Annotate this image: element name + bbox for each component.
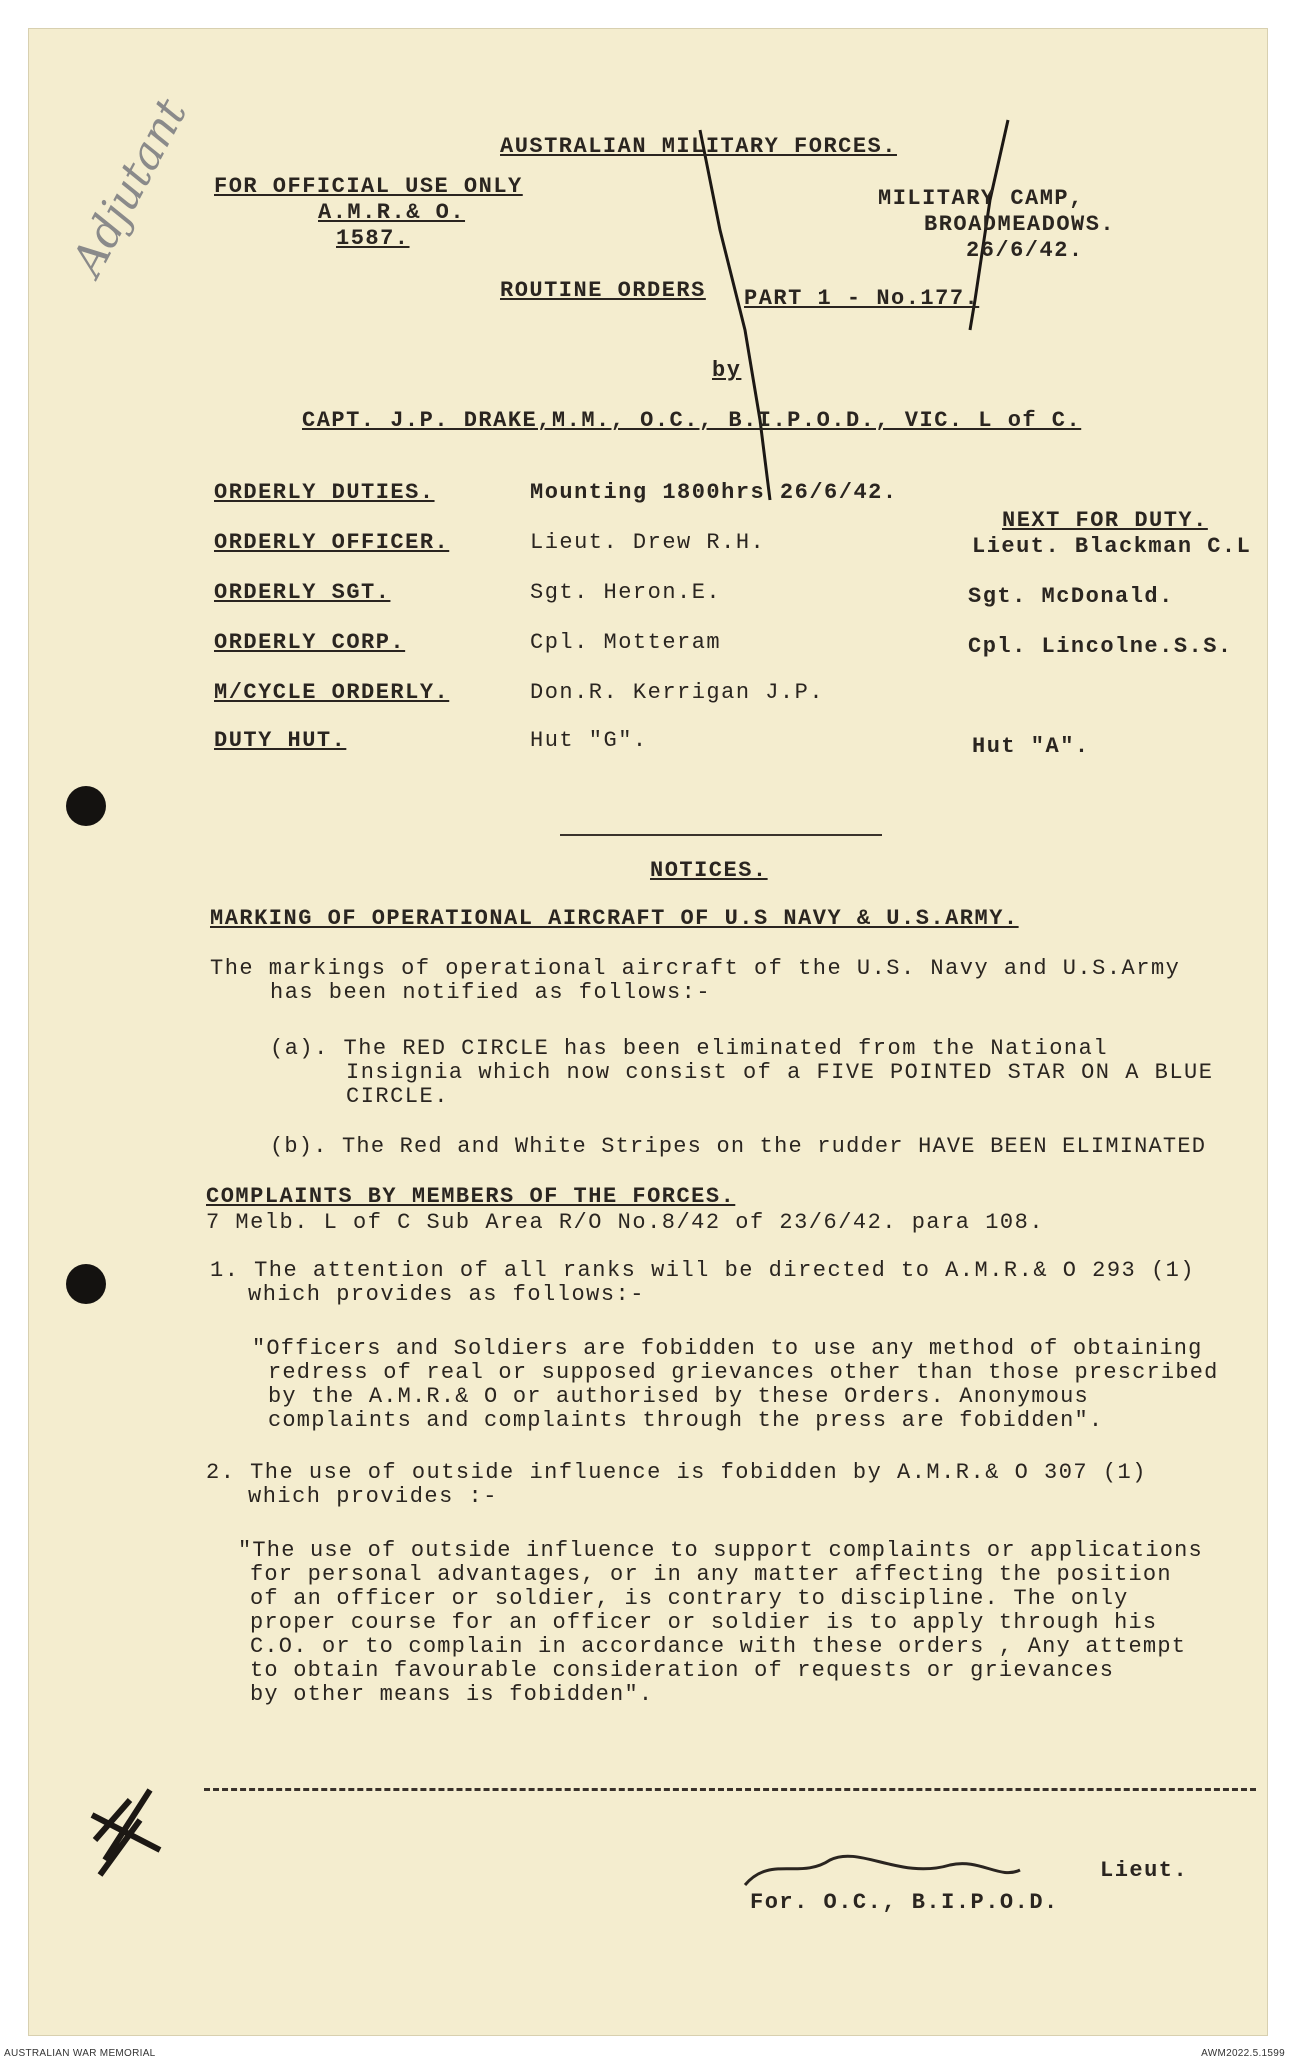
aircraft-item-a: CIRCLE.: [346, 1084, 449, 1109]
duty-current: Cpl. Motteram: [530, 630, 722, 655]
duty-current: Mounting 1800hrs 26/6/42.: [530, 480, 898, 505]
complaints-quote-2: C.O. or to complain in accordance with these orders , Any attempt: [250, 1634, 1187, 1659]
section-divider: [560, 834, 882, 836]
complaints-para-1: which provides as follows:-: [248, 1282, 645, 1307]
complaints-quote-1: "Officers and Soldiers are fobidden to use any method of obtaining: [252, 1336, 1203, 1361]
complaints-quote-1: complaints and complaints through the press are fobidden".: [268, 1408, 1104, 1433]
signature-for-line: For. O.C., B.I.P.O.D.: [750, 1890, 1059, 1915]
duty-current: Sgt. Heron.E.: [530, 580, 722, 605]
complaints-quote-1: by the A.M.R.& O or authorised by these Orders. Anonymous: [268, 1384, 1089, 1409]
document-title: AUSTRALIAN MILITARY FORCES.: [500, 134, 897, 159]
aircraft-intro-line: has been notified as follows:-: [270, 980, 712, 1005]
duty-current: Don.R. Kerrigan J.P.: [530, 680, 825, 705]
duty-label: ORDERLY SGT.: [214, 580, 391, 605]
document-date: 26/6/42.: [966, 238, 1084, 263]
aircraft-heading: MARKING OF OPERATIONAL AIRCRAFT OF U.S NAVY & U.S.ARMY.: [210, 906, 1019, 931]
camp-location: BROADMEADOWS.: [924, 212, 1116, 237]
duty-next: Sgt. McDonald.: [968, 584, 1174, 609]
amr-number: 1587.: [336, 226, 410, 251]
duty-label: ORDERLY OFFICER.: [214, 530, 450, 555]
duty-current: Lieut. Drew R.H.: [530, 530, 766, 555]
commander-line: CAPT. J.P. DRAKE,M.M., O.C., B.I.P.O.D., VIC. L of C.: [302, 408, 1082, 433]
duty-next: Hut "A".: [972, 734, 1090, 759]
duty-label: M/CYCLE ORDERLY.: [214, 680, 450, 705]
duty-next: Lieut. Blackman C.L: [972, 534, 1252, 559]
aircraft-item-a: Insignia which now consist of a FIVE POINTED STAR ON A BLUE: [346, 1060, 1214, 1085]
duty-label: ORDERLY CORP.: [214, 630, 406, 655]
amr-reference: A.M.R.& O.: [318, 200, 466, 225]
part-number: PART 1 - No.177.: [744, 286, 980, 311]
routine-orders-label: ROUTINE ORDERS: [500, 278, 706, 303]
aircraft-item-a: (a). The RED CIRCLE has been eliminated from the National: [270, 1036, 1109, 1061]
footer-right: AWM2022.5.1599: [1201, 2048, 1285, 2059]
complaints-reference: 7 Melb. L of C Sub Area R/O No.8/42 of 23/6/42. para 108.: [206, 1210, 1045, 1235]
handwritten-adjutant-annotation: Adjutant: [62, 90, 198, 284]
aircraft-intro-line: The markings of operational aircraft of the U.S. Navy and U.S.Army: [210, 956, 1181, 981]
duty-label: ORDERLY DUTIES.: [214, 480, 435, 505]
next-for-duty-label: NEXT FOR DUTY.: [1002, 508, 1208, 533]
duty-label: DUTY HUT.: [214, 728, 347, 753]
camp-label: MILITARY CAMP,: [878, 186, 1084, 211]
complaints-quote-2: by other means is fobidden".: [250, 1682, 654, 1707]
punch-hole: [66, 786, 106, 826]
complaints-quote-2: to obtain favourable consideration of requests or grievances: [250, 1658, 1115, 1683]
by-label: by: [712, 358, 742, 383]
complaints-quote-2: of an officer or soldier, is contrary to discipline. The only: [250, 1586, 1129, 1611]
complaints-heading: COMPLAINTS BY MEMBERS OF THE FORCES.: [206, 1184, 736, 1209]
complaints-para-2: 2. The use of outside influence is fobidden by A.M.R.& O 307 (1): [206, 1460, 1147, 1485]
aircraft-item-b: (b). The Red and White Stripes on the rudder HAVE BEEN ELIMINATED: [270, 1134, 1207, 1159]
complaints-quote-2: for personal advantages, or in any matter affecting the position: [250, 1562, 1172, 1587]
complaints-quote-2: proper course for an officer or soldier is to apply through his: [250, 1610, 1158, 1635]
footer-left: AUSTRALIAN WAR MEMORIAL: [4, 2048, 156, 2059]
closing-divider: [204, 1788, 1256, 1791]
complaints-quote-2: "The use of outside influence to support complaints or applications: [238, 1538, 1203, 1563]
duty-next: Cpl. Lincolne.S.S.: [968, 634, 1233, 659]
signature-rank: Lieut.: [1100, 1858, 1189, 1883]
complaints-para-2: which provides :-: [248, 1484, 498, 1509]
punch-hole: [66, 1264, 106, 1304]
complaints-para-1: 1. The attention of all ranks will be directed to A.M.R.& O 293 (1): [210, 1258, 1196, 1283]
notices-heading: NOTICES.: [650, 858, 768, 883]
duty-current: Hut "G".: [530, 728, 648, 753]
official-use-label: FOR OFFICIAL USE ONLY: [214, 174, 523, 199]
complaints-quote-1: redress of real or supposed grievances other than those prescribed: [268, 1360, 1219, 1385]
